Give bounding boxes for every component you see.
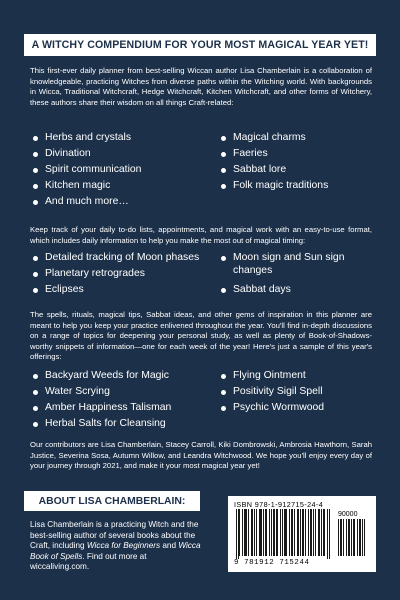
bullet-icon [221, 152, 226, 157]
barcode-bar [286, 509, 287, 556]
barcode-bar [340, 519, 341, 556]
barcode-bar [362, 519, 363, 556]
barcode-bar [341, 519, 342, 556]
barcode-bar [357, 519, 358, 556]
list-item: And much more… [30, 194, 218, 210]
barcode-bar [245, 509, 246, 556]
barcode-bar [360, 519, 361, 556]
barcode-bar [300, 509, 301, 556]
timing-list [30, 250, 372, 298]
barcode-bar [246, 509, 247, 556]
barcode-bar [348, 519, 349, 556]
isbn-barcode [228, 496, 376, 572]
list-item: Kitchen magic [30, 178, 218, 194]
bullet-icon [221, 288, 226, 293]
bullet-icon [221, 374, 226, 379]
intro-paragraph: This first-ever daily planner from best-selling Wiccan author Lisa Chamberlain is a collaboration of knowledgeable, practicing Witches from diverse paths within the Witching world. With backgrounds in Wicca, Traditional Witchcraft, Hedge Witchcraft, Kitchen Witchcraft, and other forms of Witchery, these authors share their wisdom on all things Craft-related: [30, 66, 372, 107]
bullet-icon [33, 200, 38, 205]
offerings-list [30, 368, 372, 432]
list-item: Planetary retrogrades [30, 266, 218, 282]
barcode-bar [349, 519, 350, 556]
barcode-bar [298, 509, 299, 556]
isbn-label: ISBN 978-1-912715-24-4 [234, 500, 324, 509]
barcode-bar [259, 509, 260, 556]
barcode-bar [238, 509, 239, 559]
list-item: Spirit communication [30, 162, 218, 178]
list-item: Amber Happiness Talisman [30, 400, 218, 416]
list-item: Moon sign and Sun sign changes [218, 250, 372, 282]
price-code: 90000 [338, 511, 358, 518]
barcode-icon [234, 509, 370, 559]
barcode-bar [343, 519, 344, 556]
bullet-icon [221, 256, 226, 261]
barcode-bar [276, 509, 277, 556]
barcode-bar [321, 509, 322, 556]
bullet-icon [33, 374, 38, 379]
bullet-icon [33, 406, 38, 411]
list-item: Sabbat lore [218, 162, 372, 178]
barcode-bar [329, 509, 330, 559]
list-item: Divination [30, 146, 218, 162]
barcode-bar [292, 509, 293, 556]
barcode-bar [353, 519, 354, 556]
barcode-bar [260, 509, 261, 556]
topics-list [30, 130, 372, 210]
list-item: Sabbat days [218, 282, 372, 298]
list-item: Eclipses [30, 282, 218, 298]
bullet-icon [221, 390, 226, 395]
barcode-bar [252, 509, 253, 556]
offerings-paragraph: The spells, rituals, magical tips, Sabbat ideas, and other gems of inspiration in this planner are meant to help you keep your practice enlivened throughout the year. You'll find in-depth discussions on a range of topics for deepening your personal study, as well as plenty of Book-of-Shadows-worthy snippets of information—one for each week of the year! Here's just a sample of this year's offerings: [30, 310, 372, 362]
barcode-bar [302, 509, 303, 556]
barcode-bar [323, 509, 324, 556]
bullet-icon [33, 390, 38, 395]
barcode-bar [338, 519, 339, 556]
barcode-bar [282, 509, 283, 556]
about-text: Lisa Chamberlain is a practicing Witch and the best-selling author of several books about the Craft, including Wicca for Beginners and Wicca Book of Spells. Find out more at wiccaliving.com. [30, 520, 201, 571]
barcode-bar [269, 509, 270, 556]
barcode-bar [261, 509, 262, 556]
barcode-bar [239, 509, 240, 556]
barcode-bar [327, 509, 328, 559]
list-item: Positivity Sigil Spell [218, 384, 372, 400]
bullet-icon [33, 184, 38, 189]
list-item: Flying Ointment [218, 368, 372, 384]
book-title: Wicca Book of Spells [30, 541, 201, 561]
barcode-bar [310, 509, 311, 556]
barcode-bar [346, 519, 347, 556]
list-item: Herbs and crystals [30, 130, 218, 146]
barcode-bar [263, 509, 264, 556]
list-item: Backyard Weeds for Magic [30, 368, 218, 384]
bullet-icon [33, 152, 38, 157]
about-heading: ABOUT LISA CHAMBERLAIN: [24, 491, 200, 511]
barcode-bar [248, 509, 249, 556]
bullet-icon [33, 272, 38, 277]
barcode-bar [256, 509, 257, 556]
tracking-paragraph: Keep track of your daily to-do lists, appointments, and magical work with an easy-to-use format, which includes daily information to help you make the most out of magical timing: [30, 225, 372, 245]
list-item: Magical charms [218, 130, 372, 146]
list-item: Herbal Salts for Cleansing [30, 416, 218, 432]
barcode-bar [285, 509, 286, 556]
barcode-bar [280, 509, 281, 556]
bullet-icon [33, 422, 38, 427]
barcode-bar [297, 509, 298, 556]
barcode-bar [265, 509, 266, 556]
list-item: Detailed tracking of Moon phases [30, 250, 218, 266]
header-banner: A WITCHY COMPENDIUM FOR YOUR MOST MAGICAL YEAR YET! [24, 34, 376, 56]
barcode-bar [251, 509, 252, 556]
barcode-bar [273, 509, 274, 556]
barcode-bar [254, 509, 255, 556]
barcode-bar [308, 509, 309, 556]
barcode-bar [354, 519, 355, 556]
barcode-bar [289, 509, 290, 556]
barcode-bar [284, 509, 285, 556]
book-title: Wicca for Beginners [86, 541, 161, 550]
barcode-bar [271, 509, 272, 556]
barcode-bar [351, 519, 352, 556]
barcode-bar [305, 509, 306, 556]
barcode-bar [324, 509, 325, 556]
bullet-icon [221, 136, 226, 141]
barcode-bar [313, 509, 314, 556]
barcode-bar [244, 509, 245, 556]
barcode-bar [291, 509, 292, 556]
barcode-bar [319, 509, 320, 556]
barcode-bar [315, 509, 316, 556]
bullet-icon [33, 256, 38, 261]
barcode-digits: 9 781912 715244 [234, 559, 310, 567]
list-item: Psychic Wormwood [218, 400, 372, 416]
barcode-bar [318, 509, 319, 556]
barcode-bar [359, 519, 360, 556]
barcode-bar [236, 509, 237, 559]
list-item: Water Scrying [30, 384, 218, 400]
bullet-icon [33, 136, 38, 141]
barcode-bar [274, 509, 275, 556]
barcode-bar [364, 519, 365, 556]
barcode-bar [303, 509, 304, 556]
barcode-bar [242, 509, 243, 556]
bullet-icon [221, 184, 226, 189]
contributors-paragraph: Our contributors are Lisa Chamberlain, Stacey Carroll, Kiki Dombrowski, Ambrosia Hawthorn, Sarah Justice, Severina Sosa, Autumn Willow, and Leandra Witchwood. We hope you'll enjoy every day of your journey through 2021, and make it your most magical year yet! [30, 440, 372, 471]
bullet-icon [221, 406, 226, 411]
list-item: Folk magic traditions [218, 178, 372, 194]
barcode-bar [266, 509, 267, 556]
barcode-bar [277, 509, 278, 556]
list-item: Faeries [218, 146, 372, 162]
bullet-icon [221, 168, 226, 173]
bullet-icon [33, 288, 38, 293]
barcode-bar [311, 509, 312, 556]
bullet-icon [33, 168, 38, 173]
barcode-bar [294, 509, 295, 556]
